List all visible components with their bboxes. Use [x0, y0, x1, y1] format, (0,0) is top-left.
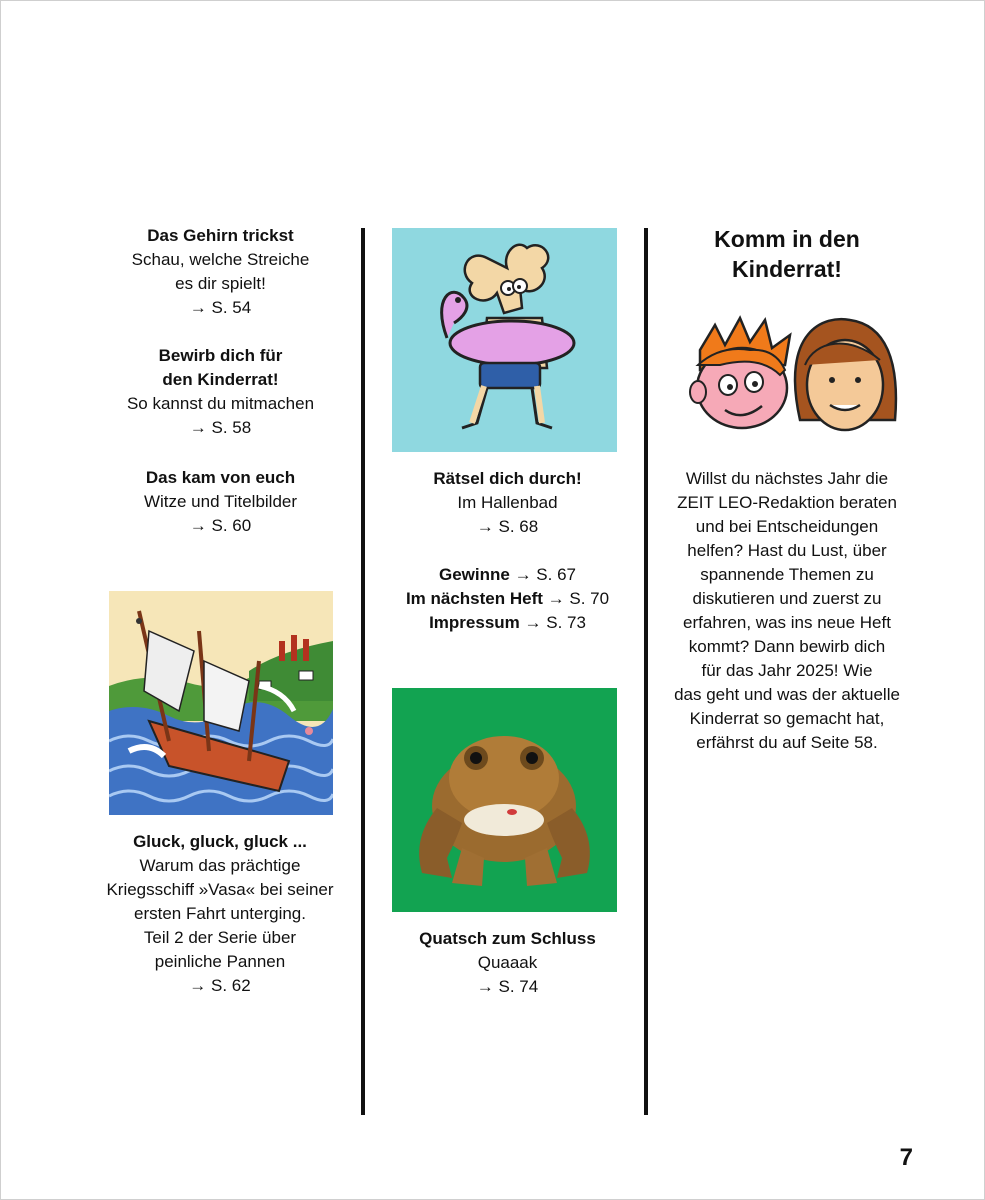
- entry-line: Teil 2 der Serie über: [143, 928, 297, 947]
- entry-line: Quaaak: [477, 953, 538, 972]
- body-line: kommt? Dann bewirb dich: [688, 637, 886, 656]
- toc-entry-naechstes-heft[interactable]: [380, 587, 635, 611]
- body-line: und bei Entscheidungen: [695, 517, 879, 536]
- toc-entry-vasa[interactable]: [100, 830, 340, 998]
- toc-quick-links: [380, 563, 635, 635]
- entry-title: Rätsel dich durch!: [433, 469, 582, 488]
- toc-entry-quatsch[interactable]: [380, 927, 635, 999]
- entry-title: Das Gehirn trickst: [147, 226, 294, 245]
- entry-page: → S. 58: [189, 418, 252, 437]
- entry-title: Bewirb dich für: [158, 346, 283, 365]
- body-line: spannende Themen zu: [700, 565, 874, 584]
- entry-title: Das kam von euch: [145, 468, 296, 487]
- toc-entry-gewinne[interactable]: [380, 563, 635, 587]
- page-number: 7: [899, 1144, 913, 1171]
- column-divider-left: [361, 228, 365, 1115]
- body-line: das geht und was der aktuelle: [674, 685, 900, 704]
- entry-title: Gluck, gluck, gluck ...: [133, 832, 307, 851]
- body-line: diskutieren und zuerst zu: [692, 589, 882, 608]
- swimmer-illustration: [392, 228, 617, 452]
- vasa-ship-illustration: [109, 591, 333, 815]
- column-right: [662, 224, 912, 284]
- body-line: erfährst du auf Seite 58.: [696, 733, 878, 752]
- entry-title: Im nächsten Heft: [405, 589, 543, 608]
- entry-line: Warum das prächtige: [139, 856, 301, 875]
- entry-line: Im Hallenbad: [457, 493, 558, 512]
- entry-line: es dir spielt!: [175, 274, 266, 293]
- entry-title: den Kinderrat!: [162, 370, 279, 389]
- entry-line: Schau, welche Streiche: [131, 250, 310, 269]
- entry-page: → S. 73: [519, 613, 586, 632]
- headline: Kinderrat!: [732, 256, 842, 282]
- entry-line: peinliche Pannen: [154, 952, 286, 971]
- toc-entry-gehirn[interactable]: [108, 224, 333, 320]
- entry-title: Quatsch zum Schluss: [419, 929, 596, 948]
- entry-page: → S. 70: [542, 589, 610, 608]
- body-line: helfen? Hast du Lust, über: [687, 541, 887, 560]
- entry-line: Kriegsschiff »Vasa« bei seiner: [106, 880, 334, 899]
- entry-line: ersten Fahrt unterging.: [134, 904, 306, 923]
- entry-line: Witze und Titelbilder: [143, 492, 298, 511]
- entry-title: Impressum: [429, 613, 520, 632]
- body-line: Kinderrat so gemacht hat,: [689, 709, 885, 728]
- entry-page: → S. 54: [189, 298, 252, 317]
- kids-faces-illustration: [680, 310, 905, 440]
- entry-page: → S. 74: [476, 977, 539, 996]
- entry-line: So kannst du mitmachen: [126, 394, 315, 413]
- headline: Komm in den: [714, 226, 860, 252]
- entry-page: → S. 68: [476, 517, 539, 536]
- toc-entry-kam-von-euch[interactable]: [108, 466, 333, 538]
- toc-entry-impressum[interactable]: [380, 611, 635, 635]
- entry-page: → S. 60: [189, 516, 252, 535]
- toc-entry-raetsel[interactable]: [380, 467, 635, 539]
- entry-page: → S. 67: [509, 565, 576, 584]
- toc-entry-kinderrat[interactable]: [108, 344, 333, 440]
- body-line: Willst du nächstes Jahr die: [685, 469, 889, 488]
- entry-page: → S. 62: [189, 976, 251, 995]
- body-line: für das Jahr 2025! Wie: [701, 661, 873, 680]
- entry-title: Gewinne: [439, 565, 510, 584]
- body-line: ZEIT LEO-Redaktion beraten: [677, 493, 897, 512]
- body-line: erfahren, was ins neue Heft: [683, 613, 891, 632]
- frog-photo: [392, 688, 617, 912]
- kinderrat-body: [662, 467, 912, 755]
- column-divider-right: [644, 228, 648, 1115]
